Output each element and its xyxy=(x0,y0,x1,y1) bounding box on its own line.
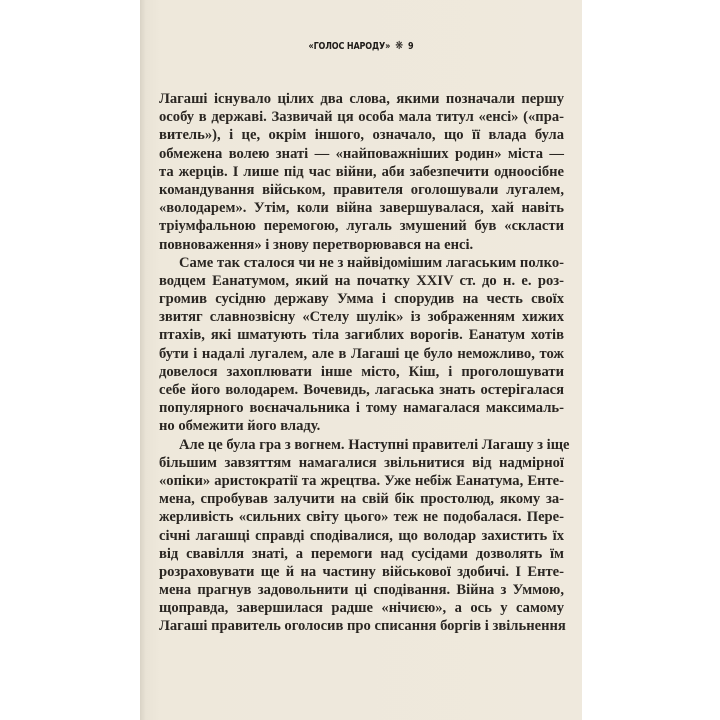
ornament-icon: ❋ xyxy=(395,39,403,52)
text-line: мена прагнув задовольнити ці сподівання. Війна з Уммою, xyxy=(159,582,564,599)
text-line: звитяг славнозвісну «Стелу шулік» із зображенням хижих xyxy=(159,309,564,326)
text-line: но обмежити його владу. xyxy=(159,418,321,435)
text-line: Саме так сталося чи не з найвідомішим лагаським полко- xyxy=(179,254,564,271)
text-line: мена, спробував залучити на свій бік простолюд, якому за- xyxy=(159,491,564,508)
text-line: та жерців. І лише під час війни, аби забезпечити одноосібне xyxy=(159,163,564,180)
text-line: громив сусідню державу Умма і спорудив на честь своїх xyxy=(159,291,564,308)
text-line: «володарем». Утім, коли війна завершувалася, хай навіть xyxy=(159,200,564,217)
text-line: жерливість «сильних світу цього» теж не подобалася. Пере- xyxy=(159,509,564,526)
text-line: обмежена волею знаті — «найповажніших родин» міста — xyxy=(159,145,564,162)
text-line: тріумфальною перемогою, лугаль змушений був «скласти xyxy=(159,218,564,235)
text-line: довелося захоплювати інше місто, Кіш, і проголошувати xyxy=(159,363,564,380)
text-line: Лагаші існувало цілих два слова, якими позначали першу xyxy=(159,91,564,107)
text-line: січні лагашці справді сподівалися, що володар захистить їх xyxy=(159,527,564,544)
page-body-text xyxy=(159,90,570,636)
paragraph xyxy=(159,90,564,254)
paragraph xyxy=(159,254,564,436)
book-page xyxy=(140,0,582,720)
text-line: себе його володарем. Вочевидь, лагаська знать остерігалася xyxy=(159,382,564,398)
text-line: щоправда, завершилася радше «нічиєю», а ось у самому xyxy=(159,600,564,617)
text-line: Лагаші правитель оголосив про списання боргів і звільнення xyxy=(159,618,566,635)
text-line: особу в державі. Зазвичай ця особа мала титул «енсі» («пра- xyxy=(159,109,564,126)
text-line: бути і надалі лугалем, але в Лагаші це було неможливо, тож xyxy=(159,345,564,362)
text-line: розраховувати ще й на частину військової здобичі. І Енте- xyxy=(159,563,564,580)
text-line: популярного воєначальника і тому намагалася максималь- xyxy=(159,400,564,417)
text-line: Але це була гра з вогнем. Наступні правителі Лагашу з іще xyxy=(179,436,570,453)
paragraph xyxy=(159,436,570,636)
running-header xyxy=(173,39,549,52)
text-line: птахів, які шматують тіла загиблих ворогів. Еанатум хотів xyxy=(159,327,564,344)
text-line: витель»), і це, окрім іншого, означало, що її влада була xyxy=(159,127,564,144)
text-line: від свавілля знаті, а перемоги над сусідами дозволять їм xyxy=(159,545,564,562)
text-line: «опіки» аристократії та жрецтва. Уже небіж Еанатума, Енте- xyxy=(159,472,564,489)
page-number: 9 xyxy=(408,41,414,52)
text-line: водцем Еанатумом, який на початку XXIV ст. до н. е. роз- xyxy=(159,272,564,289)
running-title: «ГОЛОС НАРОДУ» xyxy=(308,41,391,52)
text-line: більшим завзяттям намагалися звільнитися від надмірної xyxy=(159,454,564,471)
text-line: повноваження» і знову перетворювався на енсі. xyxy=(159,236,474,253)
text-line: командування військом, правителя оголошували лугалем, xyxy=(159,181,564,198)
